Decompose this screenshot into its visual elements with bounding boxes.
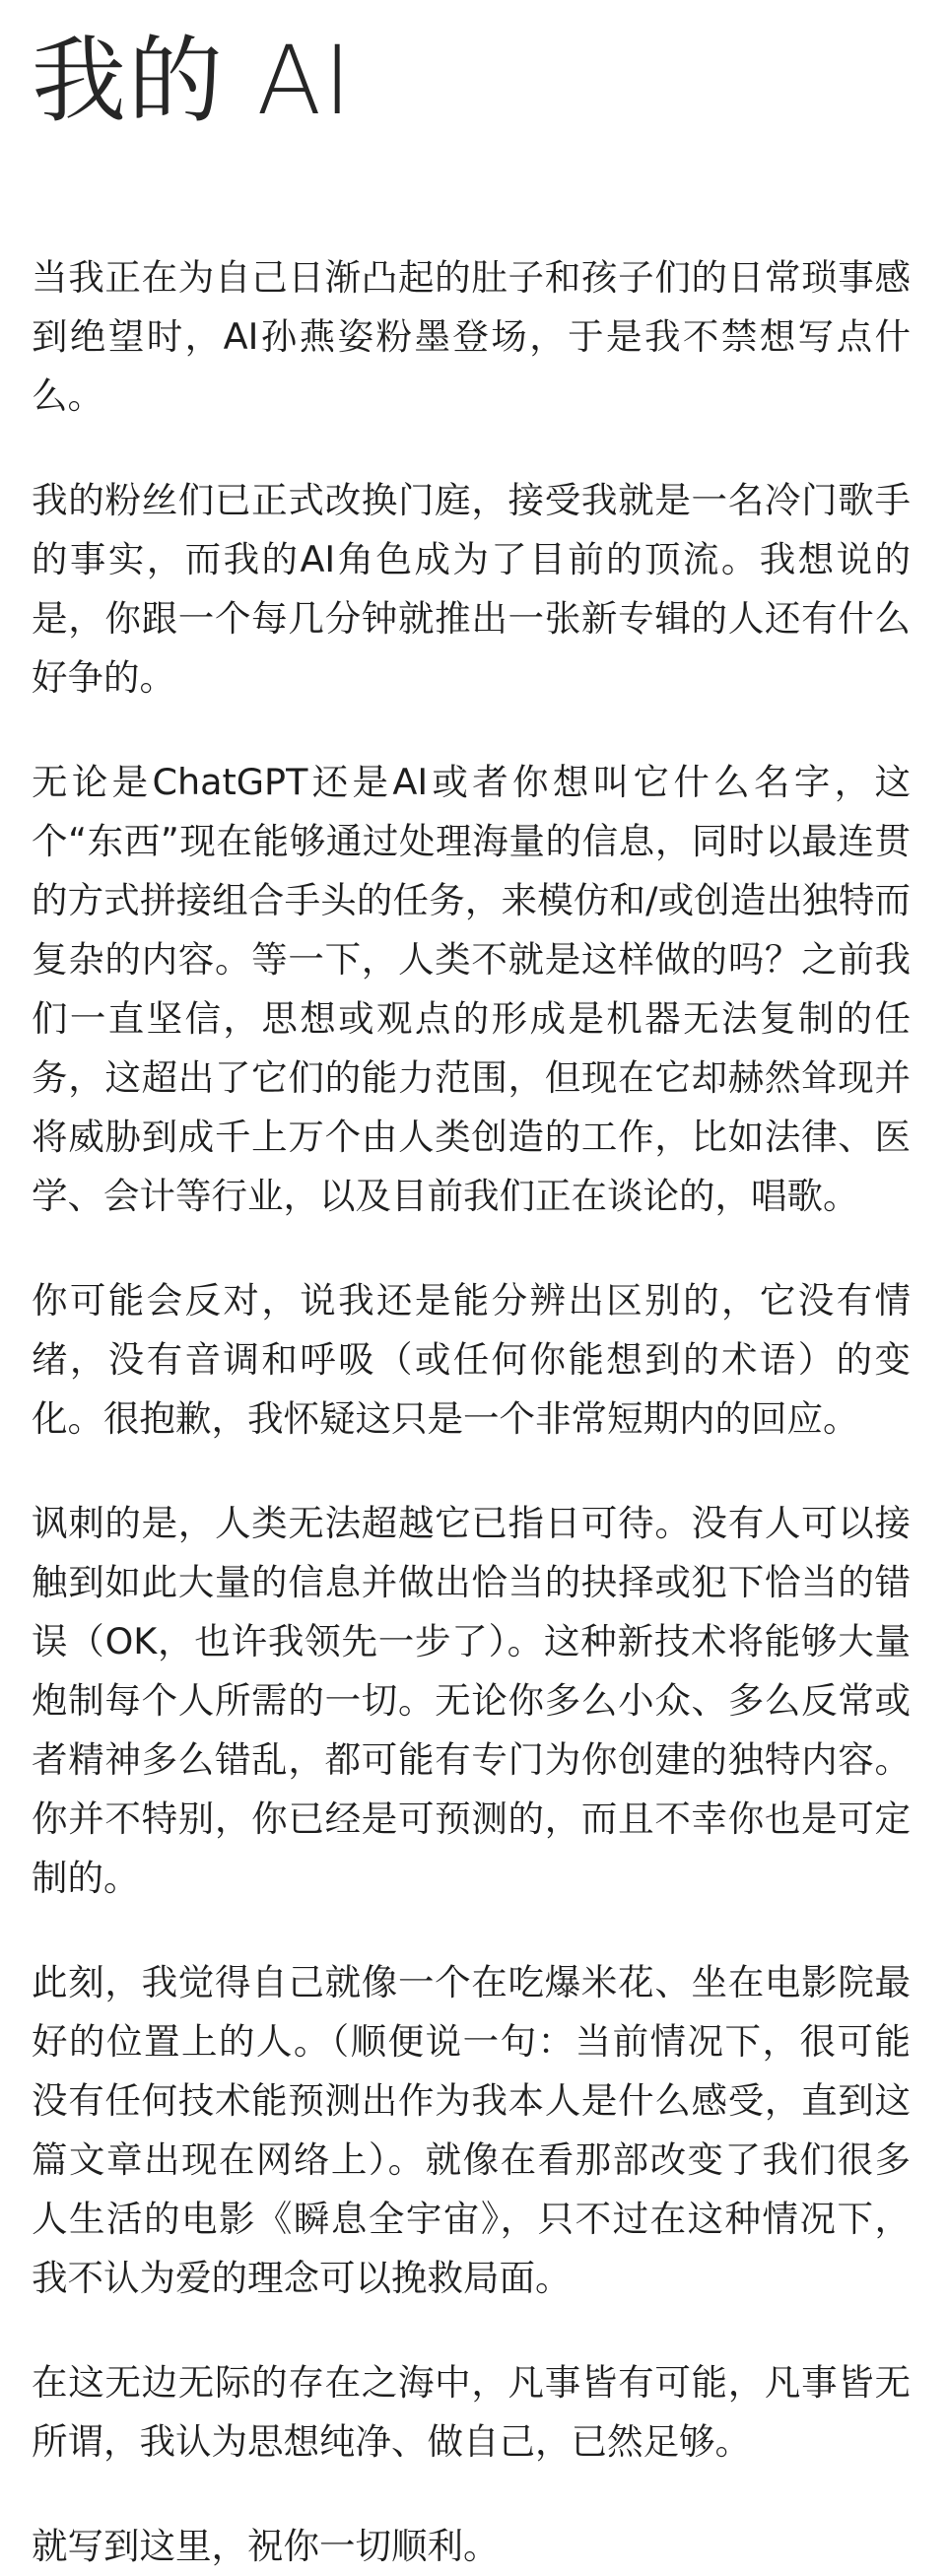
paragraph-2: 我的粉丝们已正式改换门庭，接受我就是一名冷门歌手的事实，而我的AI角色成为了目前的顶流。我想说的是，你跟一个每几分钟就推出一张新专辑的人还有什么好争的。 (32, 479, 911, 699)
article-title: 我的 AI (32, 26, 354, 136)
paragraph-6: 此刻，我觉得自己就像一个在吃爆米花、坐在电影院最好的位置上的人。（顺便说一句：当前情况下，很可能没有任何技术能预测出作为我本人是什么感受，直到这篇文章出现在网络上）。就像在看那部改变了我们很多人生活的电影《瞬息全宇宙》，只不过在这种情况下，我不认为爱的理念可以挽救局面。 (32, 1961, 911, 2299)
paragraph-8: 就写到这里，祝你一切顺利。 (32, 2525, 500, 2567)
paragraph-7: 在这无边无际的存在之海中，凡事皆有可能，凡事皆无所谓，我认为思想纯净、做自己，已然足够。 (32, 2361, 911, 2463)
paragraph-1: 当我正在为自己日渐凸起的肚子和孩子们的日常琐事感到绝望时，AI孙燕姿粉墨登场，于是我不禁想写点什么。 (32, 256, 911, 417)
paragraph-5: 讽刺的是，人类无法超越它已指日可待。没有人可以接触到如此大量的信息并做出恰当的抉择或犯下恰当的错误（OK，也许我领先一步了）。这种新技术将能够大量炮制每个人所需的一切。无论你多么小众、多么反常或者精神多么错乱，都可能有专门为你创建的独特内容。你并不特别，你已经是可预测的，而且不幸你也是可定制的。 (32, 1502, 911, 1899)
paragraph-4: 你可能会反对，说我还是能分辨出区别的，它没有情绪，没有音调和呼吸（或任何你能想到的术语）的变化。很抱歉，我怀疑这只是一个非常短期内的回应。 (32, 1279, 911, 1440)
paragraph-3: 无论是ChatGPT还是AI或者你想叫它什么名字，这个“东西”现在能够通过处理海量的信息，同时以最连贯的方式拼接组合手头的任务，来模仿和/或创造出独特而复杂的内容。等一下，人类不就是这样做的吗？之前我们一直坚信，思想或观点的形成是机器无法复制的任务，这超出了它们的能力范围，但现在它却赫然耸现并将威胁到成千上万个由人类创造的工作，比如法律、医学、会计等行业，以及目前我们正在谈论的，唱歌。 (32, 761, 911, 1217)
article-body (32, 248, 911, 2576)
